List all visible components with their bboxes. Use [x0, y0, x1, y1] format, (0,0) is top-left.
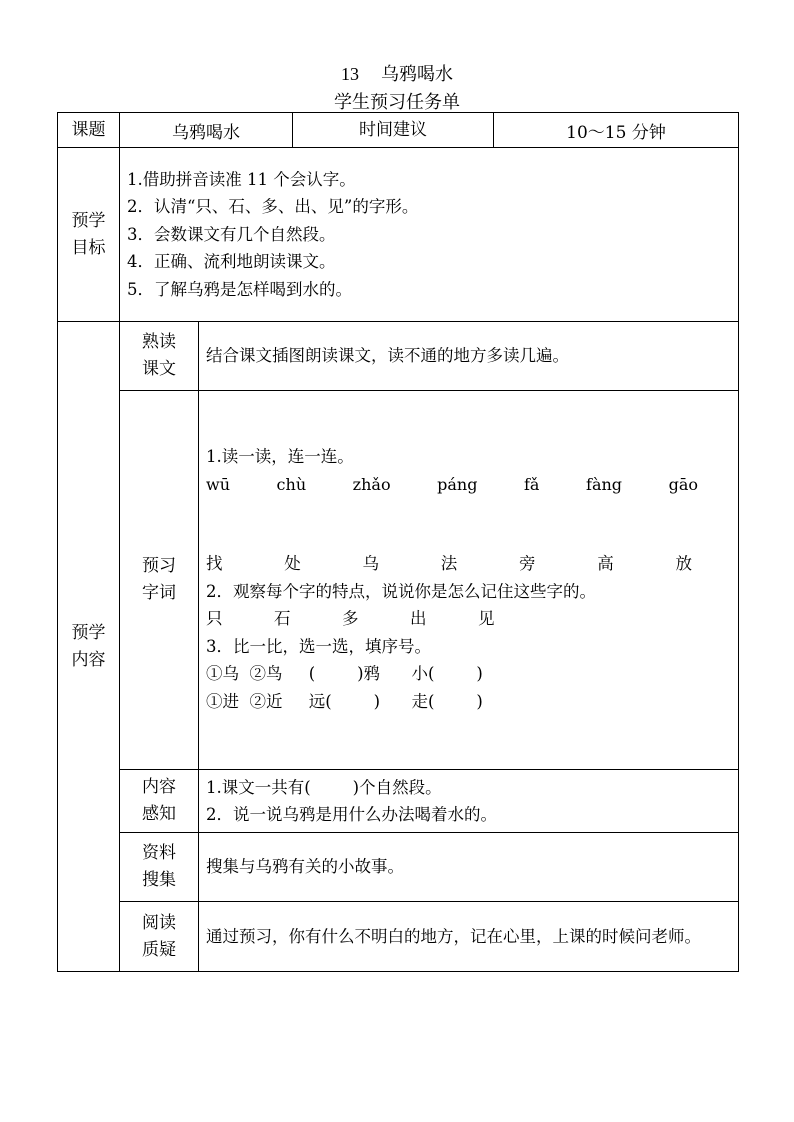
- question-text: 通过预习，你有什么不明白的地方，记在心里，上课的时候问老师。: [206, 926, 701, 946]
- perception-item: 2．说一说乌鸦是用什么办法喝着水的。: [206, 805, 497, 824]
- goal-item: 4．正确、流利地朗读课文。: [127, 252, 336, 272]
- reading-label-line-1: 熟读: [142, 332, 176, 352]
- char-item: 高: [597, 554, 614, 573]
- pinyin-item: fǎ: [524, 474, 540, 494]
- char-item: 放: [675, 554, 692, 573]
- char2-item: 多: [342, 609, 359, 628]
- compare-row-2: ①进 ②近 远( ) 走( ): [206, 691, 483, 711]
- chars2-row: [206, 605, 732, 633]
- goal-item: 5．了解乌鸦是怎样喝到水的。: [127, 279, 352, 299]
- goals-label-line-2: 目标: [71, 237, 106, 258]
- lesson-number: 13: [341, 64, 359, 84]
- content-label: [58, 322, 120, 972]
- char-item: 法: [440, 554, 458, 573]
- collect-label-line-1: 资料: [142, 843, 176, 863]
- content-label-line-2: 内容: [71, 649, 106, 670]
- question-label-line-1: 阅读: [142, 912, 176, 933]
- collect-content: [199, 833, 739, 902]
- words-task-3: 3．比一比，选一选，填序号。: [206, 636, 431, 656]
- char-item: 乌: [362, 554, 379, 573]
- collect-label: [120, 833, 199, 902]
- words-label-line-1: 预习: [142, 556, 176, 576]
- perception-content: [199, 770, 739, 833]
- lesson-heading: [0, 60, 794, 86]
- goals-label: [58, 148, 120, 322]
- pinyin-item: chù: [276, 474, 307, 494]
- words-content: [199, 391, 739, 770]
- goal-item: 2．认清“只、石、多、出、见”的字形。: [127, 197, 419, 217]
- topic-label: 课题: [58, 113, 120, 148]
- time-label: 时间建议: [293, 113, 494, 148]
- reading-label: [120, 322, 199, 391]
- perception-label: [120, 770, 199, 833]
- content-label-line-1: 预学: [71, 622, 106, 643]
- topic-row: [58, 113, 739, 148]
- char-item: 旁: [519, 554, 536, 573]
- char-item: 找: [206, 554, 223, 573]
- perception-label-line-2: 感知: [142, 804, 176, 824]
- char2-item: 出: [410, 609, 427, 628]
- words-label-line-2: 字词: [142, 583, 176, 603]
- question-label: [120, 902, 199, 972]
- pinyin-item: fàng: [586, 474, 623, 494]
- words-row: [58, 391, 739, 770]
- pinyin-item: wū: [206, 474, 230, 494]
- char-item: 处: [284, 554, 301, 573]
- preview-task-table: [57, 112, 739, 972]
- goals-list: [120, 148, 739, 322]
- goal-item: 1.借助拼音读准 11 个会认字。: [127, 169, 356, 189]
- collect-label-line-2: 搜集: [142, 870, 176, 890]
- pinyin-item: páng: [437, 474, 478, 494]
- reading-label-line-2: 课文: [142, 359, 176, 379]
- char2-item: 见: [478, 609, 495, 628]
- char2-item: 只: [206, 609, 223, 628]
- lesson-title: 乌鸦喝水: [381, 64, 453, 85]
- page-subtitle: 学生预习任务单: [334, 92, 460, 113]
- char2-item: 石: [274, 609, 291, 628]
- reading-instruction: 结合课文插图朗读课文，读不通的地方多读几遍。: [206, 346, 569, 366]
- words-task-1: 1.读一读，连一连。: [206, 447, 354, 466]
- reading-text: [199, 322, 739, 391]
- goal-item: 3．会数课文有几个自然段。: [127, 224, 336, 244]
- goals-row: [58, 148, 739, 322]
- goals-label-line-1: 预学: [71, 210, 106, 231]
- question-label-line-2: 质疑: [142, 939, 176, 960]
- pinyin-item: gāo: [668, 474, 698, 494]
- chars-row: [206, 550, 732, 578]
- perception-label-line-1: 内容: [142, 777, 176, 797]
- question-content: [199, 902, 739, 972]
- pinyin-item: zhǎo: [352, 474, 391, 494]
- reading-row: [58, 322, 739, 391]
- time-value: 10～15 分钟: [494, 113, 739, 148]
- question-row: [58, 902, 739, 972]
- words-task-2: 2．观察每个字的特点，说说你是怎么记住这些字的。: [206, 581, 596, 601]
- compare-row-1: ①乌 ②鸟 ( )鸦 小( ): [206, 664, 483, 683]
- pinyin-row: [206, 471, 732, 499]
- collect-text: 搜集与乌鸦有关的小故事。: [206, 857, 404, 877]
- words-label: [120, 391, 199, 770]
- perception-item: 1.课文一共有( )个自然段。: [206, 777, 442, 797]
- topic-value: 乌鸦喝水: [120, 113, 293, 148]
- perception-row: [58, 770, 739, 833]
- collect-row: [58, 833, 739, 902]
